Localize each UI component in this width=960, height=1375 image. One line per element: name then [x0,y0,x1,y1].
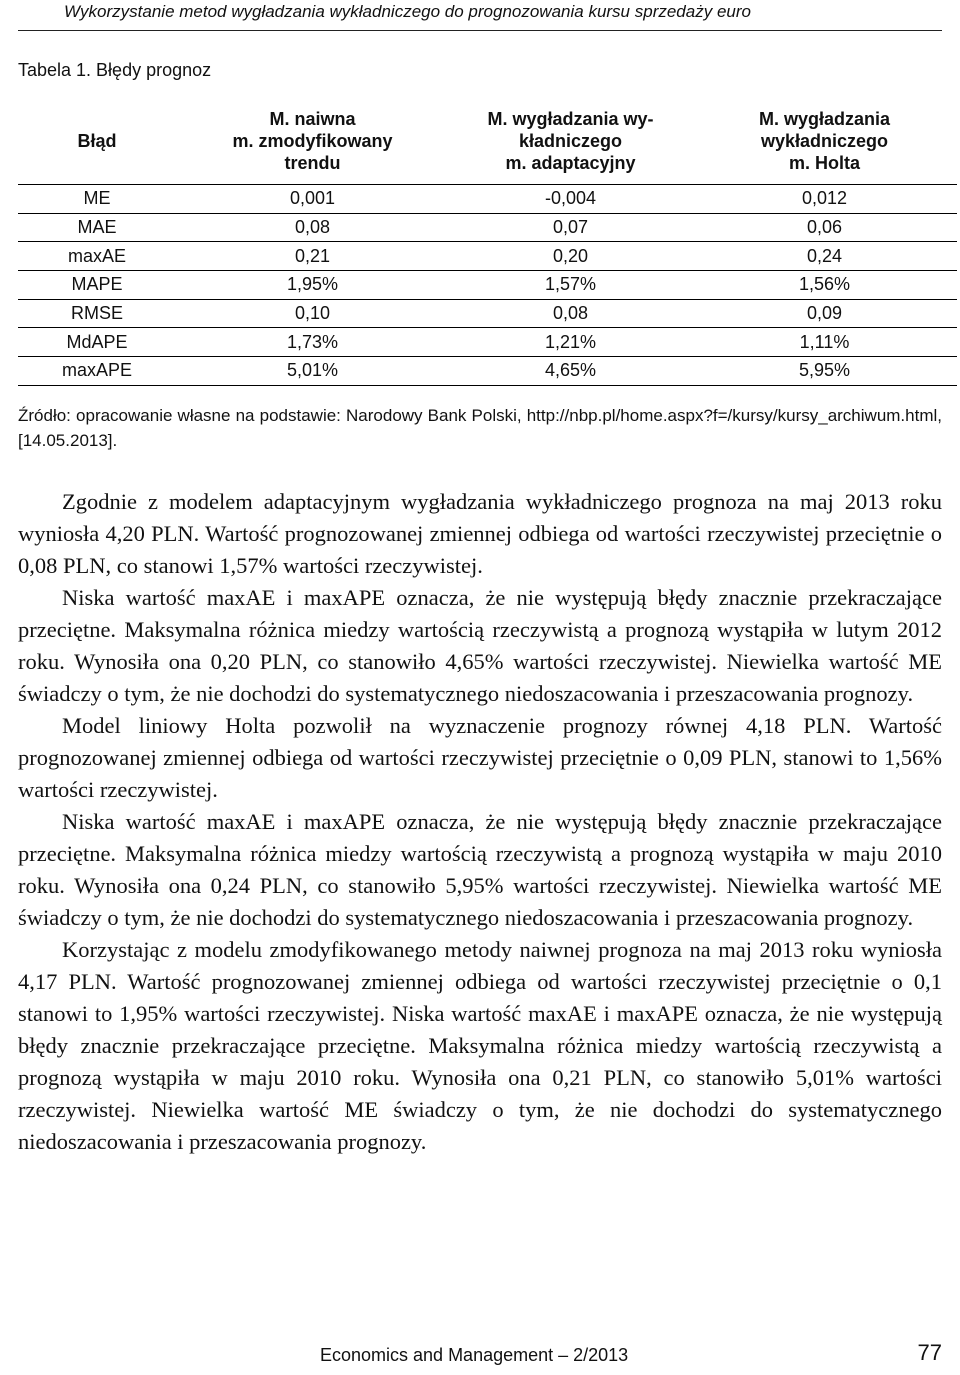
table-cell: 0,08 [449,299,692,328]
table-cell: 1,11% [692,328,957,357]
table-cell: 1,21% [449,328,692,357]
table-cell: 0,21 [176,242,449,271]
row-label: MAE [18,213,176,242]
body-text [18,486,942,1158]
table-cell: 0,012 [692,185,957,214]
column-header-naive-model: M. naiwna m. zmodyfikowany trendu [176,98,449,185]
table-cell: 0,24 [692,242,957,271]
row-label: MAPE [18,271,176,300]
table-cell: 0,10 [176,299,449,328]
table-cell: 0,08 [176,213,449,242]
table-caption: Tabela 1. Błędy prognoz [18,60,212,80]
table-cell: 0,09 [692,299,957,328]
journal-footer: Economics and Management – 2/2013 [320,1345,629,1365]
forecast-errors-table [18,98,957,386]
table-cell: 0,001 [176,185,449,214]
table-cell: 1,95% [176,271,449,300]
row-label: ME [18,185,176,214]
table-cell: 5,95% [692,357,957,386]
table-row [18,328,957,357]
table-row [18,299,957,328]
paragraph: Korzystając z modelu zmodyfikowanego metody naiwnej prognoza na maj 2013 roku wyniosła 4,17 PLN. Wartość prognozowanej zmiennej odbiega od wartości rzeczywistej przeciętnie o 0,1 stanowi to 1,95% wartości rzeczywistej. Niska wartość maxAE i maxAPE oznacza, że nie występują błędy znacznie przekraczające przeciętne. Maksymalna różnica miedzy wartością rzeczywistą a prognozą wystąpiła w maju 2010 roku. Wynosiła ona 0,21 PLN, co stanowiło 5,01% wartości rzeczywistej. Niewielka wartość ME świadczy o tym, że nie dochodzi do systematycznego niedoszacowania i przeszacowania prognozy. [18,937,942,1154]
paragraph: Zgodnie z modelem adaptacyjnym wygładzania wykładniczego prognoza na maj 2013 roku wyniosła 4,20 PLN. Wartość prognozowanej zmiennej odbiega od wartości rzeczywistej przeciętnie o 0,08 PLN, co stanowi 1,57% wartości rzeczywistej. [18,489,942,578]
column-header-error: Błąd [18,98,176,185]
column-header-adaptive-model: M. wygładzania wy- kładniczego m. adaptacyjny [449,98,692,185]
paragraph: Model liniowy Holta pozwolił na wyznaczenie prognozy równej 4,18 PLN. Wartość prognozowanej zmiennej odbiega od wartości rzeczywistej przeciętnie o 0,09 PLN, stanowi to 1,56% wartości rzeczywistej. [18,713,942,802]
table-row [18,242,957,271]
table-cell: 0,07 [449,213,692,242]
paragraph: Niska wartość maxAE i maxAPE oznacza, że nie występują błędy znacznie przekraczające przeciętne. Maksymalna różnica miedzy wartością rzeczywistą a prognozą wystąpiła w lutym 2012 roku. Wynosiła ona 0,20 PLN, co stanowiło 4,65% wartości rzeczywistej. Niewielka wartość ME świadczy o tym, że nie dochodzi do systematycznego niedoszacowania i przeszacowania prognozy. [18,585,942,706]
table-header-row [18,98,957,185]
paragraph: Niska wartość maxAE i maxAPE oznacza, że nie występują błędy znacznie przekraczające przeciętne. Maksymalna różnica miedzy wartością rzeczywistą a prognozą wystąpiła w maju 2010 roku. Wynosiła ona 0,24 PLN, co stanowiło 5,95% wartości rzeczywistej. Niewielka wartość ME świadczy o tym, że nie dochodzi do systematycznego niedoszacowania i przeszacowania prognozy. [18,809,942,930]
row-label: RMSE [18,299,176,328]
column-header-holt-model: M. wygładzania wykładniczego m. Holta [692,98,957,185]
table-cell: 1,56% [692,271,957,300]
page-number: 77 [917,1340,942,1365]
table-cell: 1,73% [176,328,449,357]
row-label: maxAE [18,242,176,271]
table-row [18,185,957,214]
running-header [64,0,944,26]
running-title: Wykorzystanie metod wygładzania wykładniczego do prognozowania kursu sprzedaży euro [64,2,751,21]
table-row [18,357,957,386]
row-label: MdAPE [18,328,176,357]
header-divider [18,30,942,31]
row-label: maxAPE [18,357,176,386]
table-cell: 4,65% [449,357,692,386]
table-cell: 0,06 [692,213,957,242]
table-cell: 0,20 [449,242,692,271]
table-row [18,271,957,300]
table-cell: 1,57% [449,271,692,300]
table-cell: 5,01% [176,357,449,386]
table-row [18,213,957,242]
table-source-note: Źródło: opracowanie własne na podstawie: Narodowy Bank Polski, http://nbp.pl/home.aspx?f=/kursy/kursy_archiwum.html, [14.05.2013]. [18,406,942,450]
table-cell: -0,004 [449,185,692,214]
